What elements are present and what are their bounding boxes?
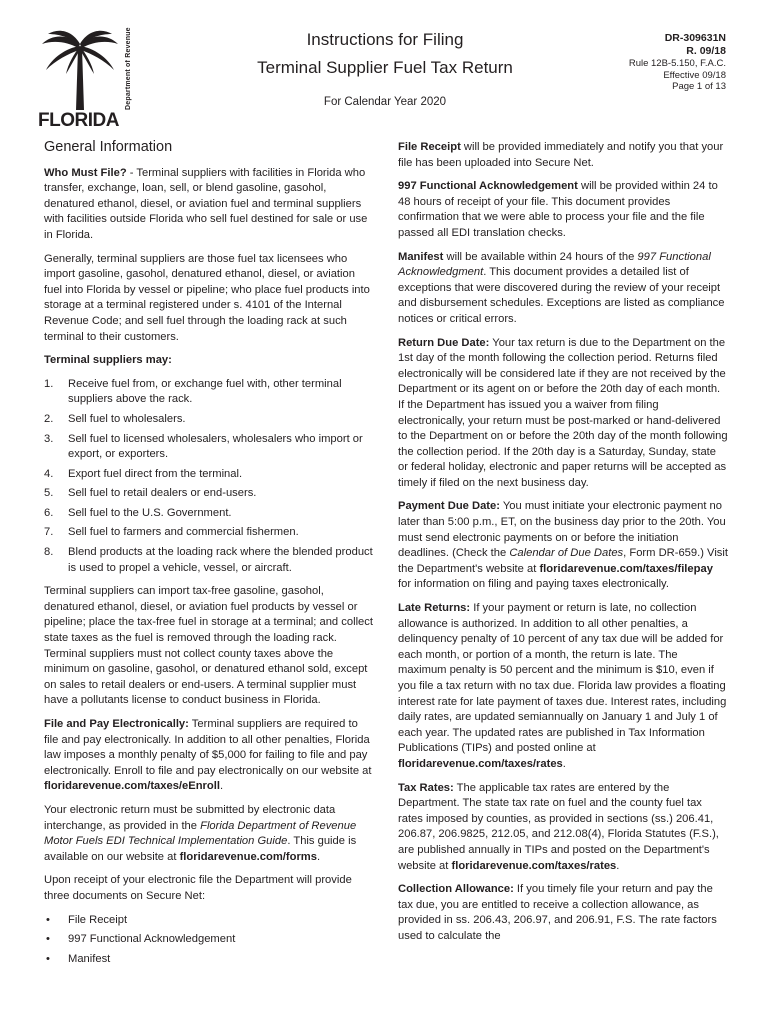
ack-paragraph: 997 Functional Acknowledgement will be provided within 24 to 48 hours of receipt of your file. This document provides confirmation that we were able to process your file and the file passed all EDI translation checks. [398,180,718,239]
who-label: Who Must File? [44,166,127,179]
list-item: 6. Sell fuel to the U.S. Government. [44,506,232,519]
return-due-paragraph: Return Due Date: Your tax return is due to the Department on the 1st day of the month following the collection period. Returns filed electronically will be considered late if they are not received by the Department or its agent on or before the 20th day of each month. If the Department has issued you a waiver from filing electronically, your return must be post-marked or hand-delivered to the Department on or before the 20th day of the month following the collection period. If the 20th day is a Saturday, Sunday, state or federal holiday, electronic and paper returns will be accepted as timely if filed on the next business day. [398,336,728,489]
forms-link[interactable]: floridarevenue.com/forms [179,850,317,863]
list-item: 1. Receive fuel from, or exchange fuel with, other terminal suppliers above the rack. [44,377,342,406]
form-identifier [629,32,726,93]
list-item: 7. Sell fuel to farmers and commercial fishermen. [44,526,299,539]
list-item: • 997 Functional Acknowledgement [44,932,374,948]
list-item: 8. Blend products at the loading rack where the blended product is used to propel a vehicle, vessel, or aircraft. [44,546,373,574]
who-must-file [44,166,374,244]
list-item: 5. Sell fuel to retail dealers or end-users. [44,487,257,500]
file-receipt-paragraph: File Receipt will be provided immediately and notify you that your file has been uploaded into Secure Net. [398,141,724,169]
left-column [44,140,374,971]
collection-allowance-paragraph: Collection Allowance: If you timely file your return and pay the tax due, you are entitled to receive a collection allowance, as provided in ss. 206.43, 206.97, and 206.91, F.S. The rate factors used to calculate the [398,883,717,942]
late-returns-paragraph: Late Returns: If your payment or return is late, no collection allowance is authorized. In addition to all other penalties, a delinquency penalty of 10 percent of any tax due will be added for each month, or portion of a month, the return is late. The maximum penalty is 50 percent and the minimum is $10, even if you file a tax return with no tax due. Florida law provides a floating interest rate for late payment of taxes due. Interest rates, including daily rates, are updated semiannually on January 1 and July 1 of each year. The updated rates are published in Tax Information Publications (TIPs) and posted online at floridarevenue.com/taxes/rates. [398,602,727,770]
logo-department-text: Department of Revenue [125,27,132,110]
palm-tree-icon [38,30,122,110]
list-item: 2. Sell fuel to wholesalers. [44,412,186,425]
generally-paragraph: Generally, terminal suppliers are those fuel tax licensees who import gasoline, gasohol, denatured ethanol, diesel, or aviation fuel into Florida by vessel or pipeline; who place fuel products into storage at a terminal registered under s. 4101 of the Internal Revenue Code; and sell fuel through the loading rack at such terminal to their customers. [44,252,370,343]
title-line-2: Terminal Supplier Fuel Tax Return [257,58,513,77]
file-pay-paragraph: File and Pay Electronically: Terminal suppliers are required to file and pay electronically. In addition to all other penalties, Florida law imposes a monthly penalty of $5,000 for failing to file and pay electronically. Enroll to file and pay electronically on our website at floridarevenue.com/taxes/eEnroll. [44,718,372,793]
calendar-year [220,96,550,108]
payment-due-paragraph: Payment Due Date: You must initiate your electronic payment no later than 5:00 p.m., ET, on the business day prior to the 20th. You must send electronic payments on or before the initiation deadlines. (Check the Calendar of Due Dates, Form DR-659.) Visit the Department's website at floridarevenue.com/taxes/filepay for information on filing and paying taxes electronically. [398,500,728,591]
list-item: 4. Export fuel direct from the terminal. [44,467,243,480]
document-title [220,30,550,108]
year-prefix: For Calendar Year [323,96,418,108]
list-item: 3. Sell fuel to licensed wholesalers, wholesalers who import or export, or exporters. [44,432,363,461]
guide-title: Florida Department of Revenue Motor Fuels EDI Technical Implementation Guide [44,819,357,848]
upon-receipt-paragraph: Upon receipt of your electronic file the Department will provide three documents on Secure Net: [44,874,352,902]
right-column [398,140,728,953]
electronic-return-paragraph: Your electronic return must be submitted by electronic data interchange, as provided in the Florida Department of Revenue Motor Fuels EDI Technical Implementation Guide. This guide is available on our website at floridarevenue.com/forms. [44,803,357,863]
form-effective: Effective 09/18 [663,69,726,81]
enroll-link[interactable]: floridarevenue.com/taxes/eEnroll [44,780,220,793]
tax-rates-paragraph: Tax Rates: The applicable tax rates are entered by the Department. The state tax rate on fuel and the county fuel tax rates imposed by counties, as provided in sections (ss.) 206.41, 206.87, 206.9825, 212.05, and 212.08(4), Florida Statutes (F.S.), are published annually in TIPs and posted on the Department's website at floridarevenue.com/taxes/rates. [398,781,719,872]
file-pay-label: File and Pay Electronically: [44,718,189,730]
list-item: • Manifest [44,952,374,968]
florida-dor-logo [38,27,132,132]
documents-list [44,913,374,968]
filepay-link[interactable]: floridarevenue.com/taxes/filepay [539,562,713,575]
who-text: - Terminal suppliers with facilities in Florida who transfer, exchange, loan, sell, or blend gasoline, gasohol, denatured ethanol, diesel, or aviation fuel and terminal suppliers with facilities outside Florida who sell fuel destined for sale or use in Florida. [44,166,368,241]
rates-link[interactable]: floridarevenue.com/taxes/rates [398,757,563,770]
year-value: 2020 [420,96,447,108]
list-item: • File Receipt [44,913,374,929]
form-number: DR-309631N [664,32,726,44]
form-revision: R. 09/18 [686,45,726,57]
page-number: Page 1 of 13 [672,81,726,92]
section-heading: General Information [44,139,173,155]
rates-link[interactable]: floridarevenue.com/taxes/rates [451,859,617,872]
import-paragraph: Terminal suppliers can import tax-free gasoline, gasohol, denatured ethanol, diesel, or aviation fuel products by vessel or pipeline; place the tax-free fuel in storage at a terminal; and collect state taxes as the fuel is removed through the loading rack. Terminal suppliers must not collect county taxes above the minimum on gasoline, gasohol, or denatured ethanol sold, except on sales to retail dealers or end-users. A terminal supplier must have a pollutants license to conduct business in Florida. [44,585,373,707]
may-heading: Terminal suppliers may: [44,354,172,367]
may-list [44,377,374,577]
manifest-paragraph: Manifest will be available within 24 hours of the 997 Functional Acknowledgment. This document provides a detailed list of exceptions that were discovered during the review of your receipt and disbursement schedules. Exceptions are listed as compliance notices or critical errors. [398,250,725,325]
title-line-1: Instructions for Filing [306,30,464,49]
form-rule: Rule 12B-5.150, F.A.C. [628,58,726,69]
logo-florida-text: FLORIDA [38,110,119,131]
